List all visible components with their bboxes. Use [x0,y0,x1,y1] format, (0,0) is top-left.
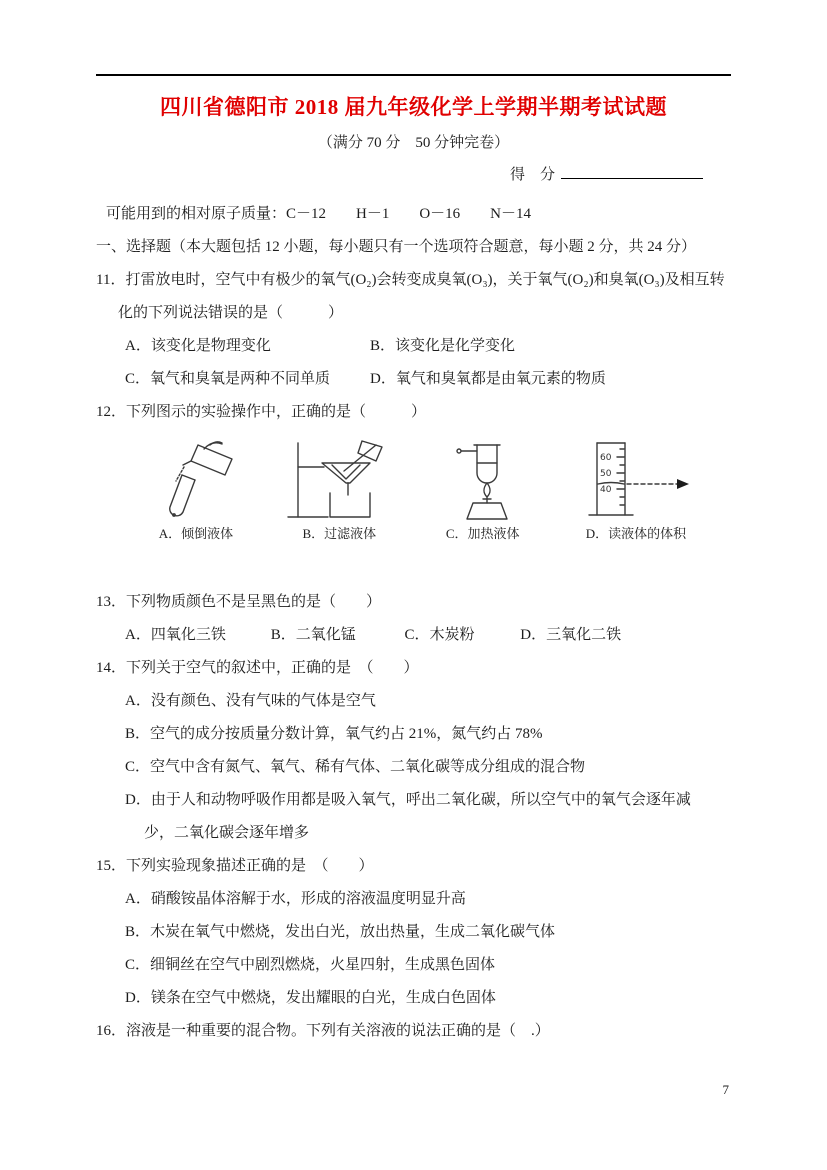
q14-option-a: A．没有颜色、没有气味的气体是空气 [125,693,376,709]
q13-option-a: A．四氧化三铁 [125,627,226,643]
filter-liquid-icon [284,437,394,522]
section-heading: 一、选择题（本大题包括 12 小题，每小题只有一个选项符合题意，每小题 2 分，共 24 分） [96,239,697,255]
cylinder-label-60: 60 [599,453,612,463]
q13-option-d: D．三氧化二铁 [520,627,622,643]
cylinder-label-40: 40 [599,485,612,495]
q13-option-b: B．二氧化锰 [270,627,356,643]
q15-option-a: A．硝酸铵晶体溶解于水，形成的溶液温度明显升高 [125,891,466,907]
q12-figure-b [284,437,394,544]
q14-option-d: D．由于人和动物呼吸作用都是吸入氧气，呼出二氧化碳，所以空气中的氧气会逐年减少，二氧化碳会逐年增多 [125,792,691,841]
q11-option-b: B．该变化是化学变化 [370,338,516,354]
q12-caption-c: C．加热液体 [445,526,520,541]
q14-option-c: C．空气中含有氮气、氧气、稀有气体、二氧化碳等成分组成的混合物 [125,759,586,775]
question-13 [96,586,731,652]
question-16 [96,1015,731,1048]
page-number: 7 [722,1082,729,1097]
page-title: 四川省德阳市 2018 届九年级化学上学期半期考试试题 [160,95,667,119]
q13-stem: 13．下列物质颜色不是呈黑色的是（ ） [96,594,382,610]
read-volume-icon [571,437,701,522]
cylinder-label-50: 50 [599,469,612,479]
score-label: 得 分 [509,167,555,183]
q15-option-b: B．木炭在氧气中燃烧，发出白光，放出热量，生成二氧化碳气体 [125,924,556,940]
header-rule [96,74,731,76]
q11-option-d: D．氧气和臭氧都是由氧元素的物质 [370,371,606,387]
q12-caption-b: B．过滤液体 [302,526,377,541]
question-15 [96,850,731,1015]
pour-liquid-icon [146,437,246,522]
q13-option-c: C．木炭粉 [404,627,475,643]
q14-stem: 14．下列关于空气的叙述中，正确的是 （ ） [96,660,419,676]
score-blank-line [561,163,703,179]
q12-figure-a [146,437,246,544]
question-11 [96,264,731,396]
q12-figure-c [433,437,533,544]
q12-caption-a: A．倾倒液体 [158,526,234,541]
q12-caption-d: D．读液体的体积 [585,526,687,541]
q11-option-a: A．该变化是物理变化 [125,338,271,354]
q12-stem: 12．下列图示的实验操作中，正确的是（ ） [96,404,427,420]
q11-stem-line2: 化的下列说法错误的是（ ） [118,305,344,321]
q16-stem: 16．溶液是一种重要的混合物。下列有关溶液的说法正确的是（ .） [96,1023,550,1039]
atomic-mass-line: 可能用到的相对原子质量：C－12 H－1 O－16 N－14 [106,206,532,222]
q12-figure-row [146,437,701,544]
q14-option-b: B．空气的成分按质量分数计算，氧气约占 21%，氮气约占 78% [125,726,543,742]
question-12 [96,396,731,544]
q12-figure-d [571,437,701,544]
exam-subtitle: （满分 70 分 50 分钟完卷） [317,135,510,151]
q15-option-c: C．细铜丝在空气中剧烈燃烧，火星四射，生成黑色固体 [125,957,496,973]
q11-stem-line1: 11．打雷放电时，空气中有极少的氧气(O₂)会转变成臭氧(O₃)，关于氧气(O₂)和臭氧(O₃)及相互转 [96,272,725,288]
q11-option-c: C．氧气和臭氧是两种不同单质 [125,371,331,387]
score-line [96,162,731,188]
question-14 [96,652,731,850]
q15-stem: 15．下列实验现象描述正确的是 （ ） [96,858,374,874]
q15-option-d: D．镁条在空气中燃烧，发出耀眼的白光，生成白色固体 [125,990,496,1006]
heat-liquid-icon [433,437,533,522]
